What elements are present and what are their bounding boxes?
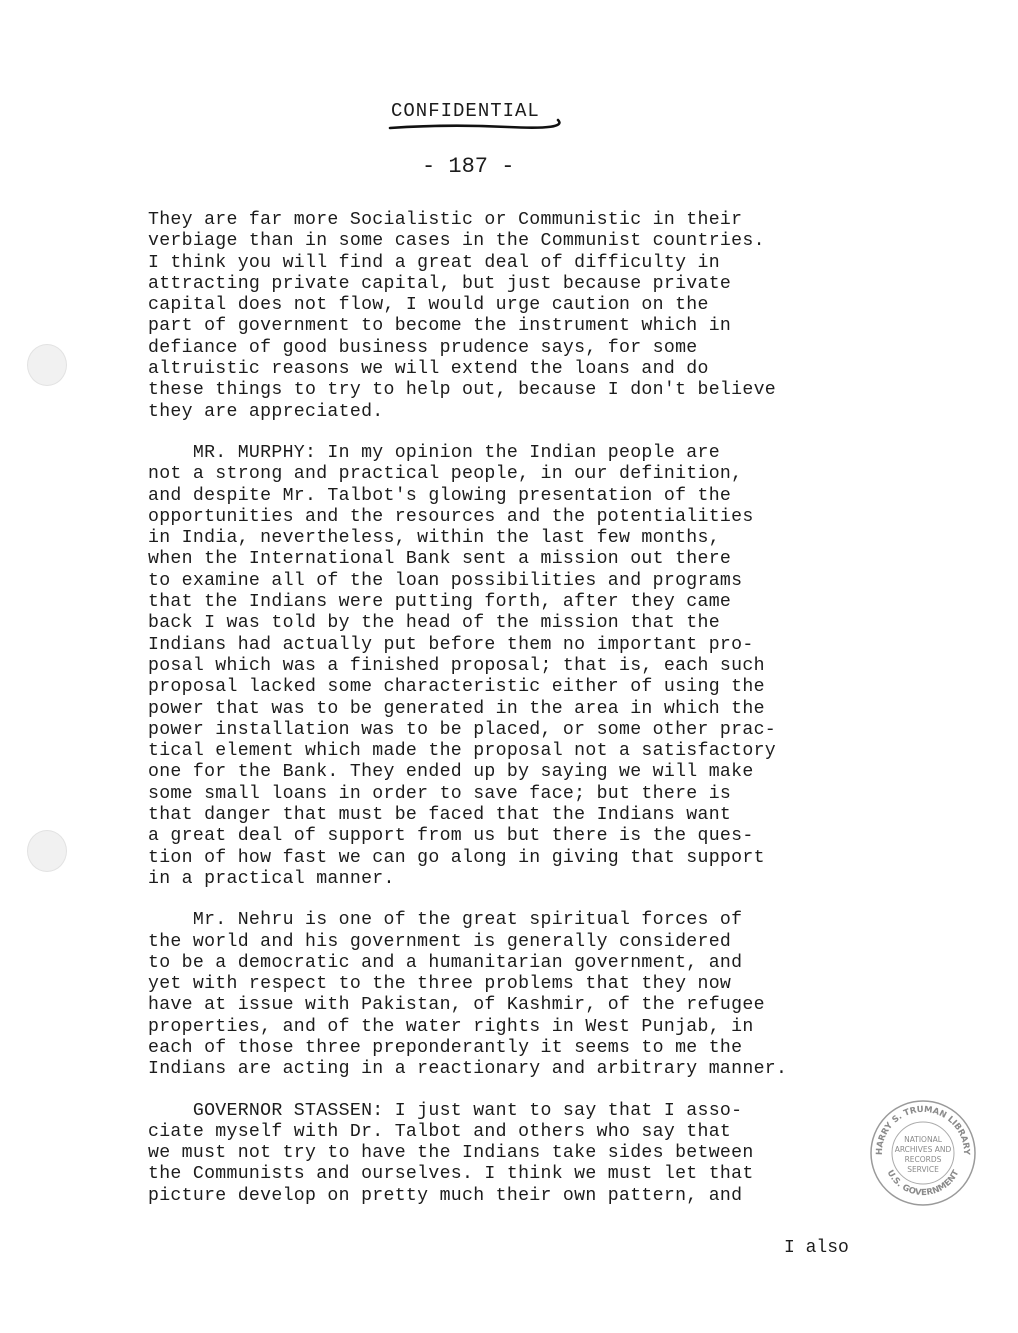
paragraph-gap [148,423,898,443]
paragraph-gap [148,1081,898,1101]
text-line: tion of how fast we can go along in giving that support [148,847,765,868]
text-line: They are far more Socialistic or Communistic in their [148,210,743,230]
text-line: power installation was to be placed, or some other prac- [148,719,776,740]
text-line: back I was told by the head of the mission that the [148,613,720,634]
transcript-body [148,210,898,1207]
text-line: capital does not flow, I would urge caution on the [148,295,709,316]
text-line: opportunities and the resources and the potentialities [148,506,754,527]
text-line: posal which was a finished proposal; that is, each such [148,655,765,676]
text-line: in a practical manner. [148,868,395,889]
punch-hole-bottom [27,830,67,872]
text-line: when the International Bank sent a mission out there [148,549,732,570]
text-line: GOVERNOR STASSEN: I just want to say that I asso- [148,1100,743,1121]
text-line: power that was to be generated in the area in which the [148,698,765,719]
archive-stamp [868,1098,978,1208]
text-line: proposal lacked some characteristic either of using the [148,677,765,698]
classification-header: CONFIDENTIAL [391,100,540,122]
text-line: have at issue with Pakistan, of Kashmir, of the refugee [148,995,765,1016]
text-line: these things to try to help out, because I don't believe [148,380,776,401]
paragraph [148,910,898,1080]
stamp-line-2: ARCHIVES AND [894,1145,952,1154]
page-number: - 187 - [422,154,515,179]
text-line: each of those three preponderantly it seems to me the [148,1037,743,1058]
text-line: attracting private capital, but just because private [148,273,732,294]
stamp-line-1: NATIONAL [904,1135,942,1144]
text-line: tical element which made the proposal not a satisfactory [148,741,776,762]
text-line: in India, nevertheless, within the last few months, [148,528,720,549]
text-line: Indians are acting in a reactionary and arbitrary manner. [148,1059,788,1080]
text-line: Mr. Nehru is one of the great spiritual forces of [148,910,743,931]
classification-underline [388,118,564,132]
text-line: MR. MURPHY: In my opinion the Indian people are [148,442,720,463]
paragraph [148,1101,898,1207]
punch-hole-top [27,344,67,386]
text-line: we must not try to have the Indians take sides between [148,1143,754,1164]
text-line: to be a democratic and a humanitarian government, and [148,952,743,973]
text-line: to examine all of the loan possibilities and programs [148,570,743,591]
text-line: verbiage than in some cases in the Communist countries. [148,231,765,252]
stamp-bottom-text: U.S. GOVERNMENT [884,1168,962,1199]
text-line: I think you will find a great deal of difficulty in [148,252,720,273]
text-line: one for the Bank. They ended up by saying we will make [148,762,754,783]
stamp-top-text: HARRY S. TRUMAN LIBRARY [874,1104,972,1156]
paragraph-gap [148,890,898,910]
text-line: not a strong and practical people, in our definition, [148,464,743,485]
text-line: yet with respect to the three problems that they now [148,974,732,995]
text-line: properties, and of the water rights in West Punjab, in [148,1016,754,1037]
text-line: ciate myself with Dr. Talbot and others who say that [148,1121,732,1142]
stamp-line-4: SERVICE [907,1165,939,1174]
text-line: that danger that must be faced that the Indians want [148,805,732,826]
text-line: that the Indians were putting forth, after they came [148,592,732,613]
text-line: they are appreciated. [148,401,384,422]
stamp-line-3: RECORDS [904,1155,942,1164]
text-line: the world and his government is generally considered [148,931,732,952]
paragraph [148,443,898,890]
catchword: I also [784,1238,849,1258]
text-line: the Communists and ourselves. I think we must let that [148,1164,754,1185]
text-line: picture develop on pretty much their own pattern, and [148,1185,743,1206]
text-line: some small loans in order to save face; but there is [148,783,732,804]
text-line: and despite Mr. Talbot's glowing presentation of the [148,485,732,506]
text-line: defiance of good business prudence says, for some [148,337,698,358]
text-line: Indians had actually put before them no important pro- [148,634,754,655]
text-line: part of government to become the instrument which in [148,316,732,337]
text-line: a great deal of support from us but there is the ques- [148,826,754,847]
paragraph [148,210,898,423]
text-line: altruistic reasons we will extend the loans and do [148,359,709,380]
